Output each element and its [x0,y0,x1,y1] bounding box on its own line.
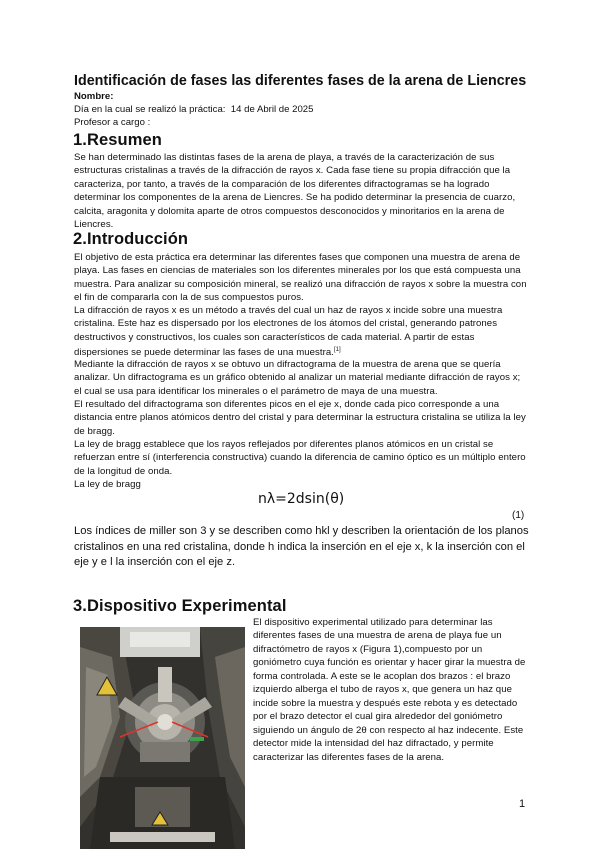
dispositivo-text: El dispositivo experimental utilizado para determinar las diferentes fases de una muestra de arena de playa fue un difractómetro de rayos x (Figura 1),compuesto por un goniómetro cuya función es orientar y hacer girar la muestra de forma controlada. A este se le acoplan dos brazos : el brazo izquierdo alberga el tubo de rayos x, que genera un haz que incide sobre la muestra y después este rebota y es detectado por el brazo detector el cual gira alrededor del goniómetro siguiendo un ángulo de 2θ con respecto al haz indecente. Este detector mide la intensidad del haz difractado, y permite caracterizar las diferentes fases de la arena. [253,617,526,763]
section-heading-dispositivo: 3.Dispositivo Experimental [73,597,287,615]
miller-paragraph: Los índices de miller son 3 y se describen como hkl y describen la orientación de los planos cristalinos en una red cristalina, donde h indica la inserción en el eje x, k la inserción con el eje y e l la inserción con el eje z. [74,525,529,569]
fecha-label: Día en la cual se realizó la práctica: [74,104,226,115]
page-number: 1 [519,798,526,810]
intro-paragraph-6: La ley de bragg [74,479,141,490]
profesor-label: Profesor a cargo : [74,117,151,128]
section-heading-introduccion: 2.Introducción [73,230,189,248]
intro-paragraph-5: La ley de bragg establece que los rayos reflejados por diferentes planos atómicos en un cristal se refuerzan entre sí (interferencia constructiva) cuando la diferencia de camino óptico es un múltiplo entero de la longitud de onda. [74,439,526,477]
profesor-line [74,117,150,130]
nombre-label: Nombre: [74,91,114,102]
intro-paragraph-4: El resultado del difractograma son diferentes picos en el eje x, donde cada pico corresponde a una distancia entre planos atómicos dentro del cristal y para determinar la estructura cristalina se utiliza la ley de bragg. [74,399,526,437]
intro-paragraph-1: El objetivo de esta práctica era determinar las diferentes fases que componen una muestra de arena de playa. Las fases en ciencias de materiales son los diferentes minerales por los que está compuesta una muestra. Para analizar su composición mineral, se realizó una difracción de rayos x sobre la muestra con el fin de compararla con la de sus compuestos puros. [74,252,527,304]
intro-paragraph-3: Mediante la difracción de rayos x se obtuvo un difractograma de la muestra de arena que se quería analizar. Un difractograma es un gráfico obtenido al analizar un material mediante difracción de rayos x; el cual se usa para identificar los minerales o el parámetro de maya de una muestra. [74,359,521,397]
intro-paragraph-2 [74,304,528,360]
fecha-value: 14 de Abril de 2025 [230,104,314,115]
bragg-equation: nλ=2dsin(θ) [258,491,345,507]
document-title: Identificación de fases las diferentes fases de la arena de Liencres [74,73,527,89]
fecha-line [74,104,313,117]
nombre-line [74,91,113,104]
resumen-text: Se han determinado las distintas fases de la arena de playa, a través de la caracterización de sus estructuras cristalinas a través de la difracción de rayos x. Cada fase tiene su propia difracción que la caracteriza, por tanto, a través de la comparación de los diferentes difractogramas se ha logrado determinar los componentes de la arena de Liencres. Se ha podido determinar la presencia de cuarzo, calcita, aragonita y dolomita aparte de otros compuestos desconocidos y minoritarios en la arena de Liencres. [74,152,516,231]
section-heading-resumen: 1.Resumen [73,131,162,149]
diffractometer-photo [80,627,245,849]
citation-ref: [1] [333,347,341,354]
equation-number: (1) [512,510,525,521]
intro-paragraph-2-text: La difracción de rayos x es un método a través del cual un haz de rayos x incide sobre una muestra cristalina. Este haz es dispersado por los electrones de los átomos del cristal, generando patrones destructivos y constructivos, los cuales son característicos de cada material. A partir de estas dispersiones se puede determinar las fases de una muestra. [74,305,503,359]
